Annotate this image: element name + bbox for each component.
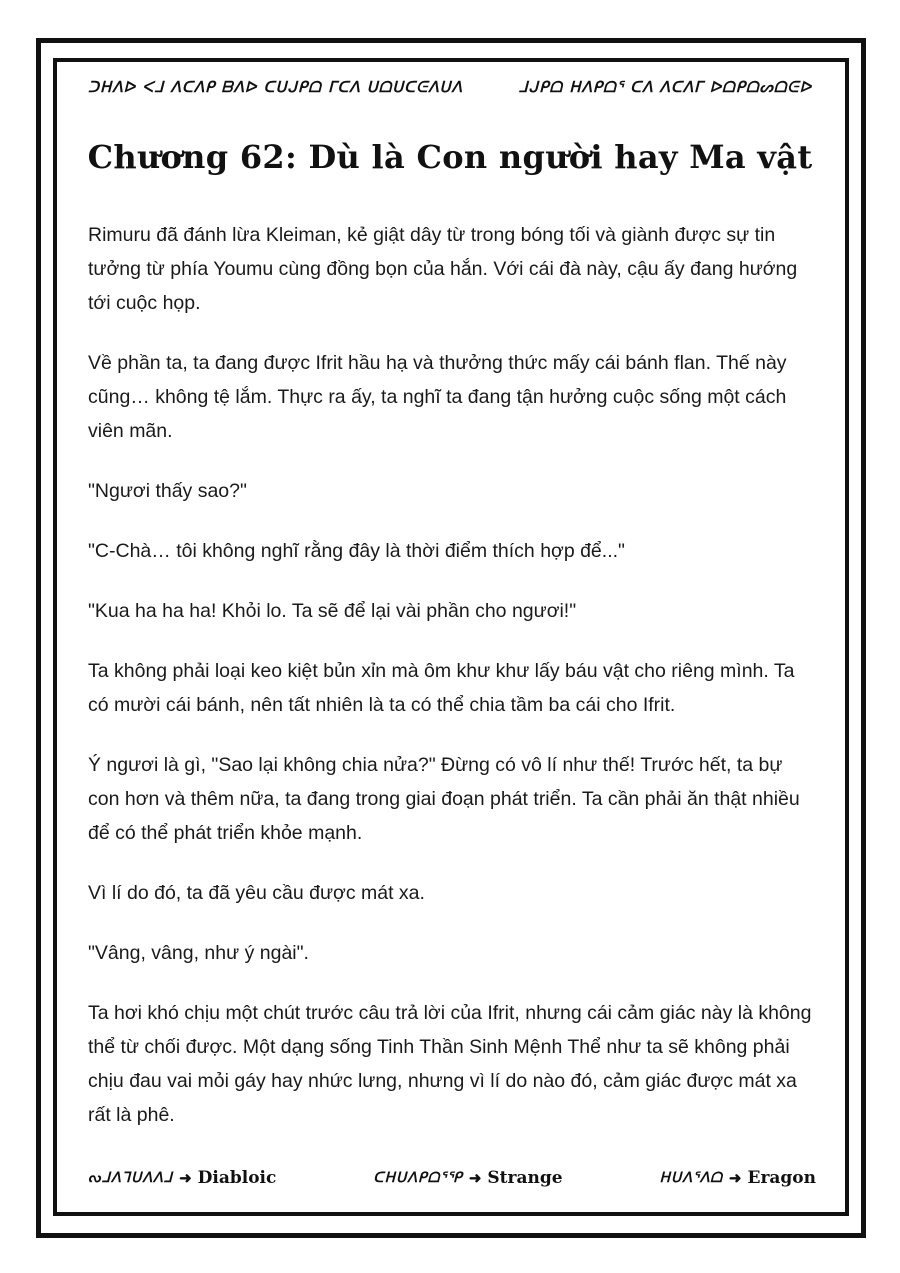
chapter-title: Chương 62: Dù là Con người hay Ma vật (87, 138, 813, 176)
credit-name: Eragon (747, 1168, 816, 1188)
paragraph: Ta hơi khó chịu một chút trước câu trả lời của Ifrit, nhưng cái cảm giác này là không thể từ chối được. Một dạng sống Tinh Thần Sinh Mệnh Thể như ta sẽ không phải chịu đau vai mỏi gáy hay nhức lưng, nhưng vì lí do nào đó, cảm giác được mát xa rất là phê. (88, 1002, 812, 1126)
paragraph: Ý ngươi là gì, "Sao lại không chia nửa?" Đừng có vô lí như thế! Trước hết, ta bự con hơn và thêm nữa, ta đang trong giai đoạn phát triển. Ta cần phải ăn thật nhiều để có thể phát triển khỏe mạnh. (88, 754, 800, 844)
header-rune-left: ᑐᕼᐱᐅ ᐸᒧ ᐱᑕᐱᑭ ᗷᐱᐅ ᑕᑌᒍᑭᗝ ᒥᑕᐱ ᑌᗝᑌᑕᕮᐱᑌᐱ (88, 78, 463, 96)
chapter-body (88, 218, 816, 1158)
arrow-right-icon: ➜ (468, 1169, 482, 1187)
arrow-right-icon: ➜ (179, 1169, 192, 1187)
credit-name: Diabloic (197, 1168, 277, 1188)
paragraph: "Vâng, vâng, như ý ngài". (88, 942, 309, 964)
header-rune-right: ᒧᒍᑭᗝ ᕼᐱᑭᗝᕐ ᑕᐱ ᐱᑕᐱᒥ ᐅᗝᑭᗝᔕᗝᕮᐅ (518, 78, 812, 96)
credit-role-rune: ᔓᒧᐱᒣᑌᐱᐱᒧ (88, 1170, 174, 1186)
paragraph: Vì lí do đó, ta đã yêu cầu được mát xa. (88, 882, 425, 904)
paragraph: Về phần ta, ta đang được Ifrit hầu hạ và thưởng thức mấy cái bánh flan. Thế này cũng… không tệ lắm. Thực ra ấy, ta nghĩ ta đang tận hưởng cuộc sống một cách viên mãn. (88, 352, 787, 442)
paragraph: "C-Chà… tôi không nghĩ rằng đây là thời điểm thích hợp để..." (88, 540, 625, 562)
arrow-right-icon: ➜ (728, 1169, 742, 1187)
credit-editor (373, 1168, 562, 1188)
credit-name: Strange (487, 1168, 563, 1188)
credit-role-rune: ᑕᕼᑌᐱᑭᗝᕐᕿ (373, 1170, 463, 1186)
credits-footer (88, 1163, 816, 1193)
credit-typesetter (659, 1168, 816, 1188)
credit-translator (88, 1168, 276, 1188)
paragraph: Rimuru đã đánh lừa Kleiman, kẻ giật dây từ trong bóng tối và giành được sự tin tưởng từ phía Youmu cùng đồng bọn của hắn. Với cái đà này, cậu ấy đang hướng tới cuộc họp. (88, 224, 798, 314)
credit-role-rune: ᕼᑌᐱᕐᐱᗝ (659, 1170, 723, 1186)
paragraph: Ta không phải loại keo kiệt bủn xỉn mà ôm khư khư lấy báu vật cho riêng mình. Ta có mười cái bánh, nên tất nhiên là ta có thể chia tầm ba cái cho Ifrit. (88, 660, 795, 716)
paragraph: "Ngươi thấy sao?" (88, 480, 247, 502)
paragraph: "Kua ha ha ha! Khỏi lo. Ta sẽ để lại vài phần cho ngươi!" (88, 600, 577, 622)
